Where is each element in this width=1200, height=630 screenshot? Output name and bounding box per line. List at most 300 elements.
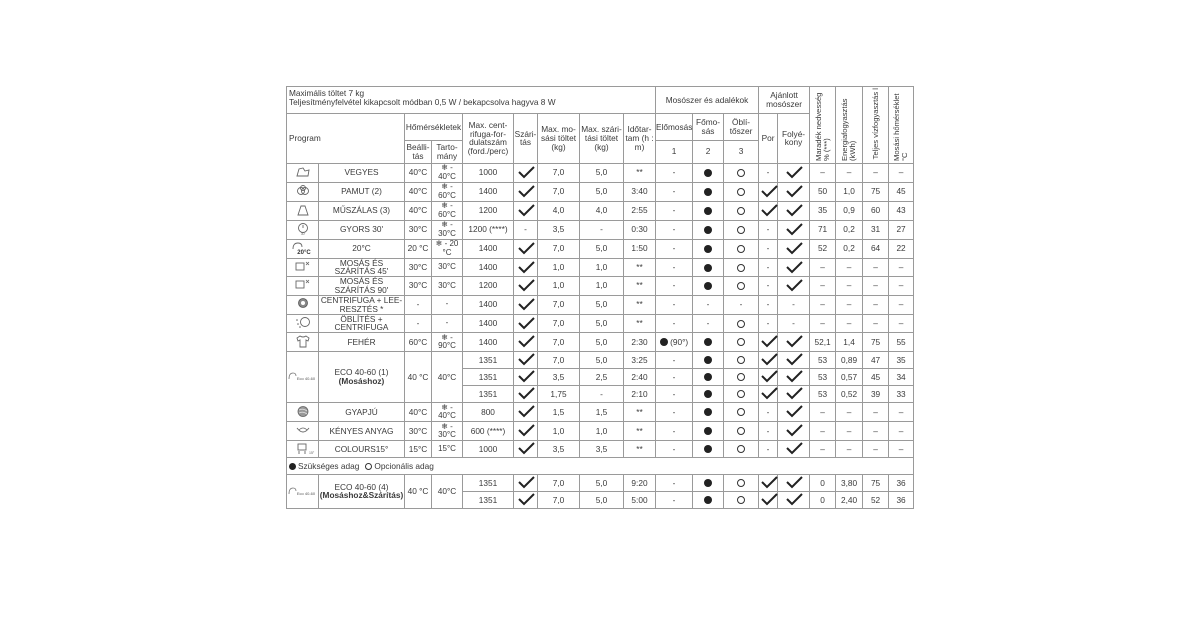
checkmark-icon (514, 298, 537, 311)
softener-cell (724, 351, 759, 368)
prewash-note: (90°) (670, 336, 689, 347)
optional-dose-icon (737, 356, 745, 364)
optional-dose-icon (737, 188, 745, 196)
compartment-2: 2 (693, 140, 724, 163)
powder-cell: - (759, 277, 778, 295)
energy-cell: – (836, 295, 863, 314)
checkmark-icon (514, 370, 537, 383)
powder-cell: - (759, 314, 778, 332)
drying-header: Szári-tás (514, 114, 538, 164)
temp-range-cell: ❄ - 30°C (432, 421, 463, 440)
prewash-cell: - (656, 295, 693, 314)
svg-text:Eco 40-60: Eco 40-60 (296, 376, 315, 382)
required-dose-icon (704, 188, 712, 196)
water-cell: – (863, 421, 889, 440)
recommended-header: Ajánlott mosószer (759, 87, 810, 114)
required-dose-icon (704, 207, 712, 215)
optional-dose-icon (737, 245, 745, 253)
max-dry-load-cell: 5,0 (580, 314, 624, 332)
max-spin-cell: 1351 (463, 351, 514, 368)
drying-cell (514, 258, 538, 276)
liquid-cell: - (778, 295, 810, 314)
liquid-cell (778, 491, 810, 508)
checkmark-icon (514, 424, 537, 437)
detergents-header: Mosószer és adalékok (656, 87, 759, 114)
checkmark-icon (514, 353, 537, 366)
max-wash-load-cell: 3,5 (538, 368, 580, 385)
max-dry-load-cell: 2,5 (580, 368, 624, 385)
program-row (287, 474, 914, 491)
optional-dose-icon (737, 338, 745, 346)
required-dose-icon (704, 408, 712, 416)
max-wash-load-cell: 7,0 (538, 239, 580, 258)
checkmark-icon (778, 442, 809, 455)
drying-cell (514, 332, 538, 351)
wash-temp-cell: – (889, 277, 914, 295)
powder-cell (759, 351, 778, 368)
mainwash-header: Főmo-sás (693, 114, 724, 141)
wash-temp-cell: 36 (889, 474, 914, 491)
mainwash-cell (693, 220, 724, 239)
mainwash-cell (693, 421, 724, 440)
optional-dose-icon (737, 408, 745, 416)
duration-cell: 1:50 (624, 239, 656, 258)
energy-cell: – (836, 440, 863, 457)
water-header: Teljes vízfogyasztás l (863, 87, 889, 164)
temp-range-cell: ❄ - 60°C (432, 201, 463, 220)
required-dose-icon (704, 338, 712, 346)
program-row (287, 239, 914, 258)
max-spin-cell: 1351 (463, 474, 514, 491)
mainwash-cell (693, 351, 724, 368)
mainwash-cell (693, 182, 724, 201)
energy-cell: 0,2 (836, 239, 863, 258)
checkmark-icon (759, 370, 777, 383)
max-spin-cell: 1000 (463, 440, 514, 457)
drying-cell (514, 491, 538, 508)
duration-cell: ** (624, 258, 656, 276)
rinse-spin-icon (294, 316, 312, 329)
residual-moisture-cell: 53 (810, 368, 836, 385)
powder-cell (759, 385, 778, 402)
prewash-cell: - (656, 474, 693, 491)
energy-cell: – (836, 163, 863, 182)
20c-icon (287, 239, 319, 258)
optional-dose-icon (737, 320, 745, 328)
mixed-laundry-icon (295, 166, 311, 178)
required-dose-icon (704, 373, 712, 381)
max-dry-load-cell: 5,0 (580, 351, 624, 368)
softener-cell (724, 368, 759, 385)
energy-cell: 2,40 (836, 491, 863, 508)
20c-icon (291, 241, 315, 255)
water-cell: – (863, 314, 889, 332)
quick-30-icon (296, 222, 310, 235)
softener-cell (724, 385, 759, 402)
temp-set-cell: 15°C (405, 440, 432, 457)
checkmark-icon (778, 204, 809, 217)
program-name: KÉNYES ANYAG (319, 421, 405, 440)
mainwash-cell (693, 163, 724, 182)
power-consumption-text: Teljesítményfelvétel kikapcsolt módban 0,5 W / bekapcsolva hagyva 8 W (289, 96, 556, 107)
water-cell: 45 (863, 368, 889, 385)
softener-cell (724, 201, 759, 220)
max-dry-load-cell: 5,0 (580, 239, 624, 258)
wash-dry-icon (287, 258, 319, 276)
temperatures-header: Hőmérsékletek (405, 114, 463, 141)
liquid-cell (778, 421, 810, 440)
max-wash-load-cell: 3,5 (538, 440, 580, 457)
program-name: GYAPJÚ (319, 402, 405, 421)
softener-cell (724, 277, 759, 295)
duration-cell: 2:10 (624, 385, 656, 402)
max-dry-load-cell: 1,0 (580, 421, 624, 440)
max-wash-load-cell: 1,0 (538, 421, 580, 440)
powder-cell: - (759, 440, 778, 457)
water-cell: – (863, 258, 889, 276)
max-wash-load-cell: 7,0 (538, 332, 580, 351)
softener-cell (724, 163, 759, 182)
checkmark-icon (778, 476, 809, 489)
rinse-spin-icon (287, 314, 319, 332)
residual-moisture-cell: 52 (810, 239, 836, 258)
max-dry-load-cell: 1,5 (580, 402, 624, 421)
required-dose-icon (704, 479, 712, 487)
liquid-cell (778, 277, 810, 295)
checkmark-icon (759, 353, 777, 366)
program-row (287, 351, 914, 368)
max-dry-load-cell: 5,0 (580, 332, 624, 351)
temp-range-cell: 30°C (432, 258, 463, 276)
program-row (287, 201, 914, 220)
residual-moisture-cell: 35 (810, 201, 836, 220)
water-cell: – (863, 163, 889, 182)
mainwash-cell (693, 368, 724, 385)
wash-dry-icon (287, 277, 319, 295)
duration-header: Időtar-tam (h : m) (624, 114, 656, 164)
program-name: PAMUT (2) (319, 182, 405, 201)
mainwash-cell (693, 332, 724, 351)
liquid-cell (778, 239, 810, 258)
program-table (286, 86, 914, 509)
powder-cell: - (759, 295, 778, 314)
program-row (287, 258, 914, 276)
drying-cell (514, 182, 538, 201)
residual-moisture-cell: 53 (810, 351, 836, 368)
prewash-cell: - (656, 239, 693, 258)
residual-moisture-cell: – (810, 258, 836, 276)
program-name: ÖBLÍTÉS + CENTRIFUGA (319, 314, 405, 332)
max-wash-load-cell: 7,0 (538, 163, 580, 182)
optional-dose-icon (737, 207, 745, 215)
wash-temp-cell: 36 (889, 491, 914, 508)
energy-cell: – (836, 421, 863, 440)
liquid-cell (778, 368, 810, 385)
drying-cell: - (514, 220, 538, 239)
wash-temp-cell: 35 (889, 351, 914, 368)
max-spin-cell: 800 (463, 402, 514, 421)
max-dry-load-cell: 1,0 (580, 258, 624, 276)
water-cell: 52 (863, 491, 889, 508)
spin-drain-icon (296, 297, 310, 310)
max-wash-load-cell: 7,0 (538, 295, 580, 314)
duration-cell: 9:20 (624, 474, 656, 491)
max-spin-cell: 1400 (463, 295, 514, 314)
wash-temp-cell: 45 (889, 182, 914, 201)
mainwash-cell (693, 277, 724, 295)
legend-row (287, 457, 914, 474)
softener-cell (724, 314, 759, 332)
drying-cell (514, 474, 538, 491)
wash-temp-cell: 27 (889, 220, 914, 239)
optional-dose-icon (737, 169, 745, 177)
optional-dose-icon (737, 496, 745, 504)
residual-moisture-cell: 50 (810, 182, 836, 201)
water-cell: 75 (863, 474, 889, 491)
checkmark-icon (778, 223, 809, 236)
residual-moisture-cell: – (810, 295, 836, 314)
residual-moisture-cell: – (810, 314, 836, 332)
energy-cell: 0,2 (836, 220, 863, 239)
program-name: MOSÁS ÉS SZÁRÍTÁS 45' (319, 258, 405, 276)
softener-cell (724, 239, 759, 258)
checkmark-icon (759, 493, 777, 506)
temp-set-cell: 30°C (405, 220, 432, 239)
water-cell: – (863, 402, 889, 421)
residual-moisture-cell: – (810, 402, 836, 421)
water-cell: – (863, 277, 889, 295)
required-dose-icon (660, 338, 668, 346)
prewash-cell: - (656, 351, 693, 368)
delicate-icon (295, 424, 311, 436)
prewash-cell: - (656, 440, 693, 457)
max-spin-cell: 1200 (463, 277, 514, 295)
max-dry-load-cell: - (580, 385, 624, 402)
mainwash-cell (693, 239, 724, 258)
liquid-cell (778, 163, 810, 182)
eco-40-60-icon (287, 351, 319, 402)
optional-dose-icon (737, 390, 745, 398)
checkmark-icon (778, 493, 809, 506)
temp-range-cell: 15°C (432, 440, 463, 457)
temp-set-cell: 30°C (405, 421, 432, 440)
required-dose-icon (704, 264, 712, 272)
legend-required: Szükséges adag (298, 460, 360, 471)
checkmark-icon (514, 387, 537, 400)
temp-range-header: Tarto-mány (432, 140, 463, 163)
program-name: 20°C (319, 239, 405, 258)
temp-range-cell: ❄ - 60°C (432, 182, 463, 201)
checkmark-icon (778, 405, 809, 418)
colours15-icon (287, 440, 319, 457)
residual-moisture-header: Maradék nedvesség % (***) (810, 87, 836, 164)
temp-set-cell: - (405, 295, 432, 314)
program-row (287, 440, 914, 457)
wash-temp-cell: – (889, 402, 914, 421)
program-row (287, 332, 914, 351)
energy-cell: – (836, 277, 863, 295)
residual-moisture-cell: – (810, 440, 836, 457)
softener-cell (724, 332, 759, 351)
program-row (287, 220, 914, 239)
liquid-cell (778, 220, 810, 239)
max-spin-header: Max. cent-rifuga-for-dulatszám (ford./perc) (463, 114, 514, 164)
checkmark-icon (759, 335, 777, 348)
cotton-icon (296, 185, 310, 197)
spin-drain-icon (287, 295, 319, 314)
liquid-header: Folyé-kony (778, 114, 810, 164)
drying-cell (514, 368, 538, 385)
prewash-cell (656, 332, 693, 351)
duration-cell: 2:55 (624, 201, 656, 220)
residual-moisture-cell: – (810, 277, 836, 295)
liquid-cell (778, 258, 810, 276)
max-dry-load-cell: 1,0 (580, 277, 624, 295)
drying-cell (514, 351, 538, 368)
program-name: FEHÉR (319, 332, 405, 351)
max-wash-load-cell: 7,0 (538, 491, 580, 508)
duration-cell: ** (624, 440, 656, 457)
optional-dose-icon (737, 479, 745, 487)
max-wash-load-cell: 3,5 (538, 220, 580, 239)
prewash-cell: - (656, 368, 693, 385)
temp-set-cell: 30°C (405, 277, 432, 295)
duration-cell: 3:25 (624, 351, 656, 368)
drying-cell (514, 239, 538, 258)
residual-moisture-cell: 71 (810, 220, 836, 239)
softener-cell (724, 402, 759, 421)
max-dry-load-cell: 5,0 (580, 295, 624, 314)
checkmark-icon (759, 204, 777, 217)
powder-cell: - (759, 163, 778, 182)
max-dry-load-header: Max. szári-tási töltet (kg) (580, 114, 624, 164)
checkmark-icon (514, 317, 537, 330)
program-row (287, 277, 914, 295)
delicate-icon (287, 421, 319, 440)
required-dose-icon (704, 390, 712, 398)
energy-cell: 0,57 (836, 368, 863, 385)
checkmark-icon (514, 476, 537, 489)
wash-dry-icon (294, 278, 312, 291)
checkmark-icon (514, 493, 537, 506)
svg-text:20°C: 20°C (296, 249, 311, 256)
program-name (319, 351, 405, 402)
program-name: COLOURS15° (319, 440, 405, 457)
checkmark-icon (778, 370, 809, 383)
wool-icon (296, 405, 310, 418)
residual-moisture-cell: – (810, 421, 836, 440)
optional-dose-icon (737, 445, 745, 453)
drying-cell (514, 163, 538, 182)
program-header: Program (287, 114, 405, 164)
energy-cell: 0,9 (836, 201, 863, 220)
energy-cell: – (836, 314, 863, 332)
checkmark-icon (778, 353, 809, 366)
softener-cell (724, 220, 759, 239)
duration-cell: 3:40 (624, 182, 656, 201)
prewash-cell: - (656, 277, 693, 295)
temp-set-cell: 30°C (405, 258, 432, 276)
max-spin-cell: 600 (****) (463, 421, 514, 440)
mainwash-cell: - (693, 314, 724, 332)
drying-cell (514, 314, 538, 332)
temp-range-cell: 40°C (432, 351, 463, 402)
mainwash-cell (693, 385, 724, 402)
checkmark-icon (778, 335, 809, 348)
temp-range-cell: ❄ - 90°C (432, 332, 463, 351)
program-name: MOSÁS ÉS SZÁRÍTÁS 90' (319, 277, 405, 295)
prewash-cell: - (656, 201, 693, 220)
duration-cell: ** (624, 295, 656, 314)
program-row (287, 402, 914, 421)
max-spin-cell: 1400 (463, 182, 514, 201)
quick-30-icon (287, 220, 319, 239)
compartment-1: 1 (656, 140, 693, 163)
prewash-cell: - (656, 314, 693, 332)
synthetic-icon (296, 204, 310, 216)
liquid-cell (778, 182, 810, 201)
wash-temp-cell: – (889, 314, 914, 332)
prewash-cell: - (656, 385, 693, 402)
max-dry-load-cell: - (580, 220, 624, 239)
water-cell: – (863, 295, 889, 314)
drying-cell (514, 402, 538, 421)
checkmark-icon (514, 279, 537, 292)
required-dose-icon (704, 427, 712, 435)
liquid-cell (778, 402, 810, 421)
energy-cell: 1,4 (836, 332, 863, 351)
temp-range-cell: - (432, 295, 463, 314)
program-row (287, 421, 914, 440)
checkmark-icon (759, 185, 777, 198)
max-dry-load-cell: 5,0 (580, 163, 624, 182)
checkmark-icon (514, 242, 537, 255)
powder-cell: - (759, 402, 778, 421)
drying-cell (514, 385, 538, 402)
max-dry-load-cell: 5,0 (580, 491, 624, 508)
drying-cell (514, 440, 538, 457)
drying-cell (514, 201, 538, 220)
temp-range-cell: 30°C (432, 277, 463, 295)
synthetic-icon (287, 201, 319, 220)
temp-range-cell: ❄ - 40°C (432, 163, 463, 182)
checkmark-icon (514, 166, 537, 179)
wash-temp-cell: – (889, 258, 914, 276)
checkmark-icon (778, 261, 809, 274)
wash-temp-cell: 43 (889, 201, 914, 220)
wash-temp-cell: 55 (889, 332, 914, 351)
water-cell: 64 (863, 239, 889, 258)
powder-cell (759, 474, 778, 491)
powder-cell (759, 491, 778, 508)
required-dose-icon (704, 356, 712, 364)
program-name: CENTRIFUGA + LEE-RESZTÉS * (319, 295, 405, 314)
checkmark-icon (514, 405, 537, 418)
temp-range-cell: - (432, 314, 463, 332)
liquid-cell: - (778, 314, 810, 332)
mainwash-cell (693, 491, 724, 508)
checkmark-icon (778, 166, 809, 179)
duration-cell: 0:30 (624, 220, 656, 239)
max-spin-cell: 1400 (463, 258, 514, 276)
program-name: GYORS 30' (319, 220, 405, 239)
max-spin-cell: 1000 (463, 163, 514, 182)
temp-set-cell: 40 °C (405, 474, 432, 508)
mainwash-cell (693, 440, 724, 457)
required-dose-icon (704, 245, 712, 253)
eco-40-60-icon (288, 485, 318, 497)
softener-header: Öblí-tőszer (724, 114, 759, 141)
